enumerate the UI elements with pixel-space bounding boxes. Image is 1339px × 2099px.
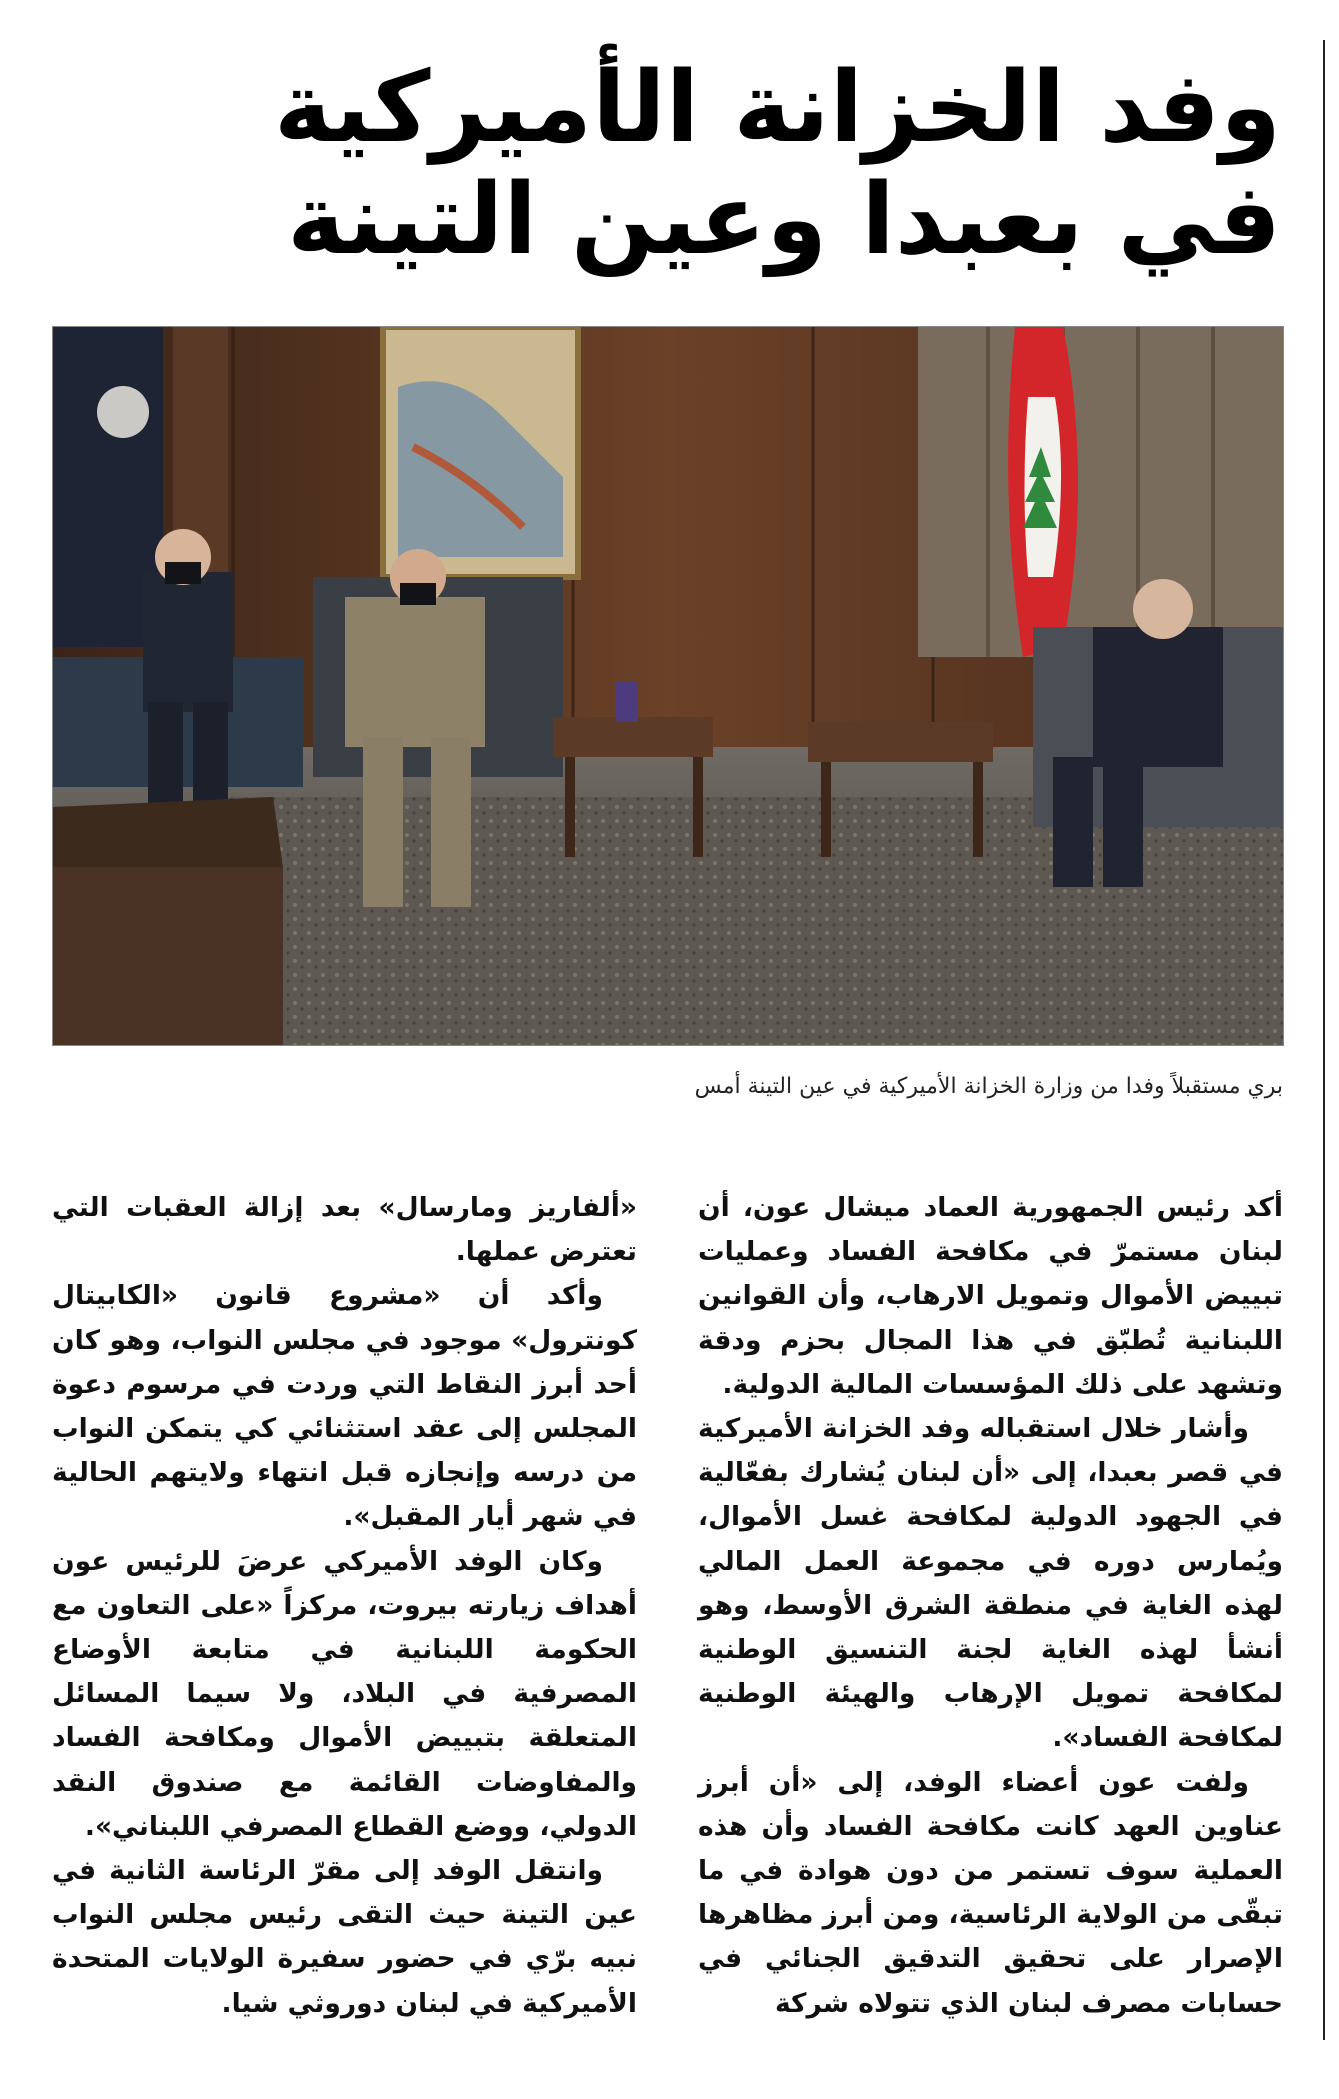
article-paragraph: وأشار خلال استقباله وفد الخزانة الأميركية في قصر بعبدا، إلى «أن لبنان يُشارك بفعّالية في الجهود الدولية لمكافحة غسل الأموال، ويُمارس دوره في مجموعة العمل المالي لهذه الغاية في منطقة الشرق الأوسط، وهو أنشأ لهذه الغاية لجنة التنسيق الوطنية لمكافحة تمويل الإرهاب والهيئة الوطنية لمكافحة الفساد».	[698, 1413, 1283, 1754]
article-paragraph: ولفت عون أعضاء الوفد، إلى «أن أبرز عناوين العهد كانت مكافحة الفساد وأن هذه العملية سوف تستمر من دون هوادة في ما تبقّى من الولاية الرئاسية، ومن أبرز مظاهرها الإصرار على تحقيق التدقيق الجنائي في حسابات مصرف لبنان الذي تتولاه شركة	[698, 1766, 1283, 2019]
news-photo	[52, 326, 1284, 1046]
article-paragraph: وانتقل الوفد إلى مقرّ الرئاسة الثانية في عين التينة حيث التقى رئيس مجلس النواب نبيه برّي في حضور سفيرة الولايات المتحدة الأميركية في لبنان دوروثي شيا.	[52, 1855, 637, 2019]
article-paragraph: «ألفاريز ومارسال» بعد إزالة العقبات التي تعترض عملها.	[52, 1192, 637, 1268]
article-column-right	[698, 1186, 1283, 2026]
headline-line-1: وفد الخزانة الأميركية	[274, 51, 1281, 165]
column-rule	[1323, 40, 1325, 2040]
article-paragraph: أكد رئيس الجمهورية العماد ميشال عون، أن لبنان مستمرّ في مكافحة الفساد وعمليات تبييض الأموال وتمويل الارهاب، وأن القوانين اللبنانية تُطبّق في هذا المجال بحزم ودقة وتشهد على ذلك المؤسسات المالية الدولية.	[698, 1192, 1283, 1400]
photo-caption-text: بري مستقبلاً وفدا من وزارة الخزانة الأميركية في عين التينة أمس	[694, 1074, 1283, 1099]
article-column-left	[52, 1186, 637, 2026]
photo-caption	[83, 1072, 1283, 1102]
headline-line-2: في بعبدا وعين التينة	[287, 163, 1281, 277]
article-paragraph: وكان الوفد الأميركي عرضَ للرئيس عون أهداف زيارته بيروت، مركزاً «على التعاون مع الحكومة اللبنانية في متابعة الأوضاع المصرفية في البلاد، ولا سيما المسائل المتعلقة بتبييض الأموال ومكافحة الفساد والمفاوضات القائمة مع صندوق النقد الدولي، ووضع القطاع المصرفي اللبناني».	[52, 1545, 637, 1842]
article-paragraph: وأكد أن «مشروع قانون «الكابيتال كونترول» موجود في مجلس النواب، وهو كان أحد أبرز النقاط التي وردت في مرسوم دعوة المجلس إلى عقد استثنائي كي يتمكن النواب من درسه وإنجازه قبل انتهاء ولايتهم الحالية في شهر أيار المقبل».	[52, 1280, 637, 1533]
headline	[121, 52, 1281, 276]
